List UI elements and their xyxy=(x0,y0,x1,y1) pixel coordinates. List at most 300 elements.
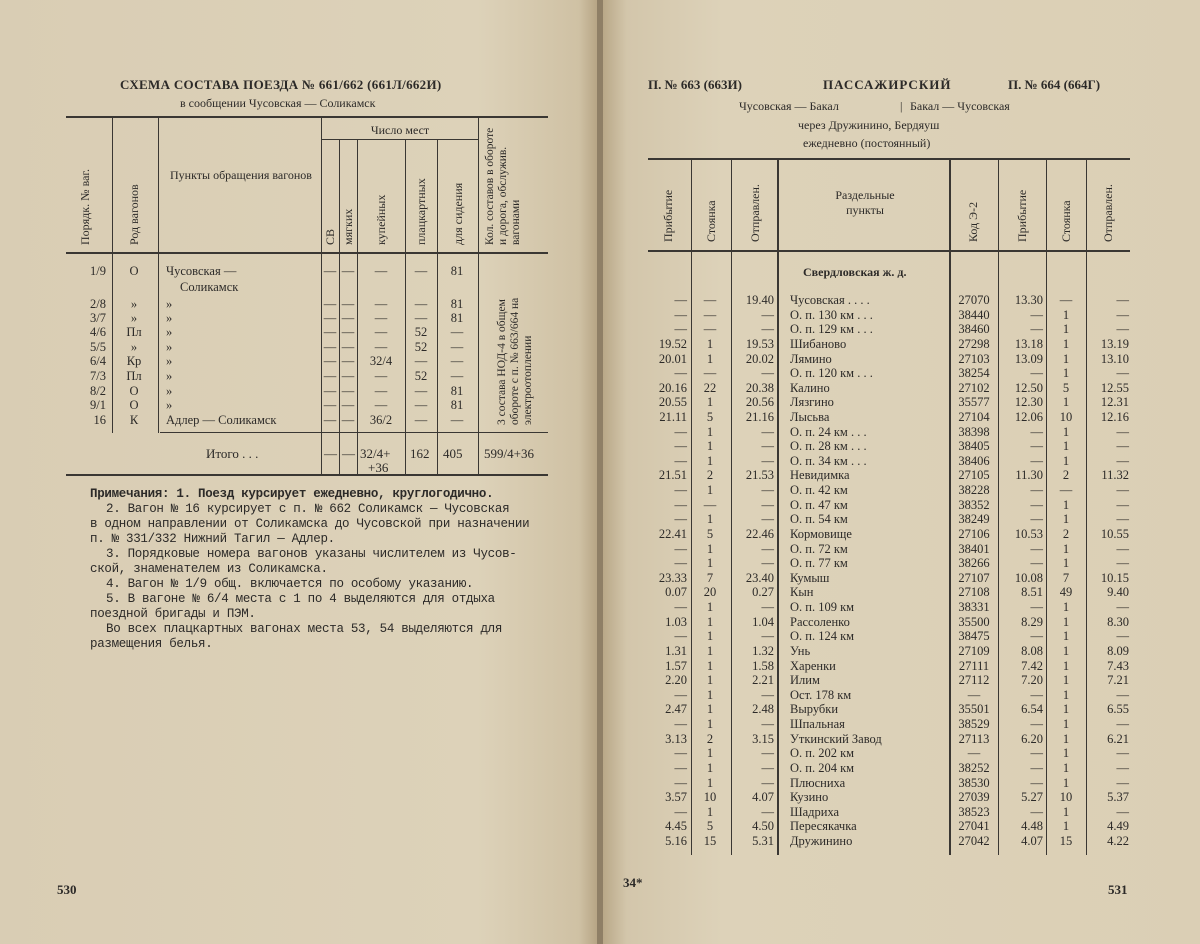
cell-s2: 7 xyxy=(1062,570,1070,585)
cell-a2: — xyxy=(1030,629,1043,644)
cell-p: О. п. 72 км xyxy=(790,541,848,556)
cell-a: 20.55 xyxy=(658,395,687,410)
cell-s: 1 xyxy=(706,453,714,468)
cell-c: 27041 xyxy=(958,819,990,834)
cell-p: Лысьва xyxy=(790,410,830,424)
cell-s2: 1 xyxy=(1062,629,1070,644)
cell-s: 1 xyxy=(706,556,714,571)
cell-d: — xyxy=(761,307,774,322)
cell-route: » xyxy=(166,297,173,311)
cell-seat: 81 xyxy=(450,264,464,278)
cell-a2: — xyxy=(1030,556,1043,571)
cell-a2: 13.09 xyxy=(1014,351,1043,366)
schedule: ежедневно (постоянный) xyxy=(803,136,931,150)
note-2-cont: в одном направлении от Соликамска до Чусовской при назначении xyxy=(90,517,530,531)
cell-p: О. п. 42 км xyxy=(790,483,848,498)
cell-c: 35577 xyxy=(958,395,990,410)
cell-c: 38331 xyxy=(958,600,990,614)
cell-s2: — xyxy=(1059,293,1073,307)
cell-soft: — xyxy=(341,369,355,383)
cell-num: 9/1 xyxy=(90,398,106,412)
cell-d: 4.07 xyxy=(752,790,774,805)
cell-p: О. п. 204 км xyxy=(790,760,855,775)
cell-d2: 12.31 xyxy=(1100,395,1129,410)
cell-d: 1.58 xyxy=(752,658,774,673)
cell-s: — xyxy=(703,497,717,512)
cell-p: Дружинино xyxy=(790,833,853,848)
cell-sv: — xyxy=(323,369,337,383)
cell-d: 2.21 xyxy=(752,673,774,688)
cell-coupe: — xyxy=(374,398,388,412)
cell-c: 35500 xyxy=(958,614,990,629)
right-page-number: 531 xyxy=(1108,882,1128,897)
cell-d: 4.50 xyxy=(752,819,774,834)
timetable-row xyxy=(603,542,1200,557)
cell-s: 1 xyxy=(706,775,714,790)
timetable-row xyxy=(603,600,1200,615)
cell-route: » xyxy=(166,398,173,412)
cell-d2: 7.21 xyxy=(1107,673,1129,688)
cell-s: 15 xyxy=(703,833,717,848)
cell-a: 3.57 xyxy=(665,790,687,805)
cell-c: — xyxy=(967,746,981,761)
cell-type: О xyxy=(129,264,139,278)
cell-s2: 1 xyxy=(1062,819,1070,834)
cell-a2: — xyxy=(1030,424,1043,439)
cell-s: 5 xyxy=(706,819,714,834)
cell-a2: 4.07 xyxy=(1021,833,1043,848)
cell-route: Соликамск xyxy=(180,280,239,294)
cell-c: 38440 xyxy=(958,307,990,322)
cell-coupe: — xyxy=(374,369,388,383)
header-stop-2: Стоянка xyxy=(1059,200,1073,242)
group-rule xyxy=(322,139,478,140)
route-via: через Дружинино, Бердяуш xyxy=(798,118,940,132)
total-label: Итого . . . xyxy=(206,446,259,461)
cell-a2: — xyxy=(1030,746,1043,761)
cell-sv: — xyxy=(323,340,337,354)
table-top-rule xyxy=(66,116,548,118)
cell-d2: — xyxy=(1116,453,1129,468)
cell-a2: 7.42 xyxy=(1021,658,1043,673)
cell-p: Чусовская . . . . xyxy=(790,293,870,307)
cell-d: — xyxy=(761,775,774,790)
cell-coupe: — xyxy=(374,297,388,311)
cell-d2: — xyxy=(1116,804,1129,819)
cell-route: » xyxy=(166,340,173,354)
note-2: 2. Вагон № 16 курсирует с п. № 662 Соликамск — Чусовская xyxy=(106,502,510,516)
cell-p: Плюсниха xyxy=(790,775,846,790)
cell-a2: 13.18 xyxy=(1014,336,1043,351)
timetable-row xyxy=(603,483,1200,498)
cell-soft: — xyxy=(341,311,355,325)
cell-p: Кумыш xyxy=(790,570,830,585)
cell-s: 2 xyxy=(706,731,714,746)
cell-d2: — xyxy=(1116,746,1129,761)
cell-route: Адлер — Соликамск xyxy=(166,413,277,427)
cell-a: — xyxy=(674,760,687,775)
header-car-type: Род вагонов xyxy=(127,184,141,245)
cell-a2: — xyxy=(1030,600,1043,614)
timetable-row xyxy=(603,512,1200,527)
cell-c: 27039 xyxy=(958,790,990,805)
cell-p: О. п. 129 км . . . xyxy=(790,322,873,337)
cell-soft: — xyxy=(341,354,355,368)
cell-d2: 4.22 xyxy=(1107,833,1129,848)
cell-p: О. п. 130 км . . . xyxy=(790,307,873,322)
cell-d2: 4.49 xyxy=(1107,819,1129,834)
header-platskart: плацкартных xyxy=(414,178,428,245)
cell-s2: 1 xyxy=(1062,307,1070,322)
cell-c: 38252 xyxy=(958,760,990,775)
cell-s2: 1 xyxy=(1062,746,1070,761)
total-sv: — xyxy=(324,446,337,461)
cell-s2: 1 xyxy=(1062,424,1070,439)
cell-num: 16 xyxy=(93,413,106,427)
cell-d2: — xyxy=(1116,687,1129,702)
cell-s2: 1 xyxy=(1062,731,1070,746)
cell-plats: — xyxy=(414,413,428,427)
cell-soft: — xyxy=(341,413,355,427)
cell-type: » xyxy=(130,311,138,325)
cell-s: — xyxy=(703,293,717,307)
cell-route: » xyxy=(166,354,173,368)
cell-route: Чусовская — xyxy=(166,264,237,278)
note-3-cont: ской, знаменателем из Соликамска. xyxy=(90,562,328,576)
cell-sv: — xyxy=(323,264,337,278)
cell-seat: 81 xyxy=(450,297,464,311)
header-route: Пункты обращения вагонов xyxy=(170,168,312,182)
cell-d: — xyxy=(761,439,774,454)
cell-p: Пересякачка xyxy=(790,819,857,834)
cell-a2: — xyxy=(1030,804,1043,819)
cell-num: 8/2 xyxy=(90,384,106,398)
header-seating: для сидения xyxy=(451,182,465,245)
timetable-row xyxy=(603,615,1200,630)
cell-d2: 7.43 xyxy=(1107,658,1129,673)
cell-c: 38406 xyxy=(958,453,990,468)
cell-d2: 9.40 xyxy=(1107,585,1129,600)
cell-c: 38523 xyxy=(958,804,990,819)
timetable-row xyxy=(603,366,1200,381)
cell-seat: — xyxy=(450,325,464,339)
timetable-row xyxy=(603,746,1200,761)
cell-p: Лямино xyxy=(790,351,832,366)
cell-s2: 1 xyxy=(1062,643,1070,658)
cell-d: — xyxy=(761,483,774,498)
cell-s2: 15 xyxy=(1059,833,1073,848)
cell-c: 38254 xyxy=(958,366,990,381)
cell-s: 1 xyxy=(706,395,714,410)
cell-s2: 10 xyxy=(1059,410,1073,424)
cell-s: 1 xyxy=(706,600,714,614)
train-number-left: П. № 663 (663И) xyxy=(648,77,742,92)
cell-d2: — xyxy=(1116,760,1129,775)
cell-s: 20 xyxy=(703,585,717,600)
total-seating: 405 xyxy=(443,446,463,461)
cell-type: Кр xyxy=(126,354,142,368)
cell-a: 0.07 xyxy=(665,585,687,600)
cell-c: 27109 xyxy=(958,643,990,658)
timetable-row xyxy=(603,644,1200,659)
cell-seat: — xyxy=(450,354,464,368)
cell-a2: — xyxy=(1030,439,1043,454)
cell-a2: 11.30 xyxy=(1015,468,1043,483)
cell-a2: 10.08 xyxy=(1014,570,1043,585)
cell-a: 19.52 xyxy=(658,336,687,351)
cell-d2: — xyxy=(1116,629,1129,644)
cell-d: 1.32 xyxy=(752,643,774,658)
cell-a2: — xyxy=(1030,497,1043,512)
right-table-header-rule xyxy=(648,250,1130,252)
cell-a2: — xyxy=(1030,717,1043,731)
cell-c: 38530 xyxy=(958,775,990,790)
cell-s: — xyxy=(703,307,717,322)
timetable-row xyxy=(603,395,1200,410)
cell-p: Унь xyxy=(790,643,811,658)
cell-route: » xyxy=(166,384,173,398)
cell-p: О. п. 47 км xyxy=(790,497,848,512)
cell-sv: — xyxy=(323,325,337,339)
cell-s: 1 xyxy=(706,643,714,658)
total-rule xyxy=(160,432,548,433)
cell-d: 20.38 xyxy=(745,380,774,395)
cell-plats: 52 xyxy=(414,369,428,383)
cell-a2: — xyxy=(1030,307,1043,322)
cell-s2: 1 xyxy=(1062,658,1070,673)
cell-a: — xyxy=(674,512,687,527)
cell-p: О. п. 54 км xyxy=(790,512,848,527)
cell-a: — xyxy=(674,322,687,337)
timetable-row xyxy=(603,571,1200,586)
cell-plats: 52 xyxy=(414,340,428,354)
cell-p: Уткинский Завод xyxy=(790,731,882,746)
cell-d2: — xyxy=(1116,497,1129,512)
cell-a2: 5.27 xyxy=(1021,790,1043,805)
cell-a: — xyxy=(674,483,687,498)
timetable-row xyxy=(603,673,1200,688)
cell-s: — xyxy=(703,322,717,337)
timetable-row xyxy=(603,659,1200,674)
cell-type: О xyxy=(129,398,139,412)
cell-d2: 6.21 xyxy=(1107,731,1129,746)
timetable-row xyxy=(603,585,1200,600)
cell-d2: 8.09 xyxy=(1107,643,1129,658)
header-stop: Стоянка xyxy=(704,200,718,242)
timetable-row xyxy=(603,308,1200,323)
cell-c: 38249 xyxy=(958,512,990,527)
cell-type: » xyxy=(130,297,138,311)
cell-d: — xyxy=(761,541,774,556)
cell-a: 20.01 xyxy=(658,351,687,366)
train-category: ПАССАЖИРСКИЙ xyxy=(823,77,952,92)
timetable-row xyxy=(603,702,1200,717)
cell-p: О. п. 28 км . . . xyxy=(790,439,867,454)
cell-d: 2.48 xyxy=(752,702,774,717)
cell-plats: — xyxy=(414,297,428,311)
note-5-cont: поездной бригады и ПЭМ. xyxy=(90,607,256,621)
cell-a2: — xyxy=(1030,512,1043,527)
cell-soft: — xyxy=(341,398,355,412)
cell-c: 27112 xyxy=(958,673,990,688)
header-departure: Отправлен. xyxy=(748,184,762,242)
cell-d: — xyxy=(761,600,774,614)
cell-coupe: — xyxy=(374,264,388,278)
cell-p: О. п. 24 км . . . xyxy=(790,424,867,439)
cell-d: 22.46 xyxy=(745,526,774,541)
route-right: Бакал — Чусовская xyxy=(910,99,1010,113)
cell-d: 3.15 xyxy=(752,731,774,746)
cell-num: 7/3 xyxy=(90,369,106,383)
cell-a: 1.57 xyxy=(665,658,687,673)
cell-num: 1/9 xyxy=(90,264,106,278)
left-subtitle: в сообщении Чусовская — Соликамск xyxy=(180,96,376,110)
timetable-row xyxy=(603,688,1200,703)
left-page-number: 530 xyxy=(57,882,77,897)
header-points: Раздельные пункты xyxy=(835,188,895,217)
cell-d2: 13.19 xyxy=(1100,336,1129,351)
timetable-row xyxy=(603,819,1200,834)
cell-a: — xyxy=(674,600,687,614)
cell-p: Кормовище xyxy=(790,526,852,541)
railway-section: Свердловская ж. д. xyxy=(803,265,907,279)
cell-coupe: — xyxy=(374,340,388,354)
timetable-row xyxy=(603,410,1200,425)
cell-c: 38266 xyxy=(958,556,990,571)
cell-a2: — xyxy=(1030,453,1043,468)
cell-d: — xyxy=(761,512,774,527)
cell-a: — xyxy=(674,687,687,702)
right-table-top-rule xyxy=(648,158,1130,160)
cell-d2: — xyxy=(1116,424,1129,439)
cell-coupe: 32/4 xyxy=(369,354,393,368)
cell-d2: — xyxy=(1116,293,1129,307)
cell-d2: — xyxy=(1116,556,1129,571)
route-left: Чусовская — Бакал xyxy=(739,99,839,113)
header-code: Код Э-2 xyxy=(966,201,980,242)
cell-a2: 6.20 xyxy=(1021,731,1043,746)
timetable-row xyxy=(603,498,1200,513)
cell-s: 22 xyxy=(703,380,717,395)
cell-s2: 1 xyxy=(1062,702,1070,717)
cell-c: 38460 xyxy=(958,322,990,337)
cell-d: — xyxy=(761,366,774,381)
cell-a: 22.41 xyxy=(658,526,687,541)
cell-d2: — xyxy=(1116,307,1129,322)
cell-a: 21.11 xyxy=(659,410,687,424)
cell-c: 38228 xyxy=(958,483,990,498)
route-separator: | xyxy=(900,99,903,113)
cell-a: — xyxy=(674,293,687,307)
cell-plats: — xyxy=(414,311,428,325)
cell-d2: 6.55 xyxy=(1107,702,1129,717)
cell-d: 21.53 xyxy=(745,468,774,483)
table-bottom-rule xyxy=(66,474,548,476)
cell-a: — xyxy=(674,453,687,468)
left-title: СХЕМА СОСТАВА ПОЕЗДА № 661/662 (661Л/662И) xyxy=(120,77,442,92)
cell-a: — xyxy=(674,746,687,761)
cell-route: » xyxy=(166,369,173,383)
cell-a2: 7.20 xyxy=(1021,673,1043,688)
cell-s2: 5 xyxy=(1062,380,1070,395)
cell-d2: 8.30 xyxy=(1107,614,1129,629)
cell-d: — xyxy=(761,453,774,468)
cell-a: — xyxy=(674,804,687,819)
cell-c: 27298 xyxy=(958,336,990,351)
cell-d: 19.53 xyxy=(745,336,774,351)
cell-s: 1 xyxy=(706,804,714,819)
cell-c: 35501 xyxy=(958,702,990,717)
cell-d2: — xyxy=(1116,483,1129,498)
cell-d2: — xyxy=(1116,717,1129,731)
cell-d2: 12.55 xyxy=(1100,380,1129,395)
cell-coupe: — xyxy=(374,325,388,339)
cell-coupe: 36/2 xyxy=(369,413,393,427)
cell-s2: — xyxy=(1059,483,1073,498)
timetable-row xyxy=(603,805,1200,820)
cell-d2: 13.10 xyxy=(1100,351,1129,366)
cell-seat: 81 xyxy=(450,384,464,398)
cell-s: 5 xyxy=(706,410,714,424)
note-4: 4. Вагон № 1/9 общ. включается по особому указанию. xyxy=(106,577,474,591)
cell-d: 21.16 xyxy=(745,410,774,424)
cell-d: — xyxy=(761,322,774,337)
cell-d: — xyxy=(761,497,774,512)
timetable-row xyxy=(603,454,1200,469)
note-6: Во всех плацкартных вагонах места 53, 54 выделяются для xyxy=(106,622,503,636)
cell-d: 20.56 xyxy=(745,395,774,410)
cell-d2: — xyxy=(1116,600,1129,614)
cell-a2: 6.54 xyxy=(1021,702,1043,717)
cell-d2: 5.37 xyxy=(1107,790,1129,805)
cell-d: 20.02 xyxy=(745,351,774,366)
header-seat-count: Число мест xyxy=(370,123,430,137)
cell-s2: 1 xyxy=(1062,497,1070,512)
train-number-right: П. № 664 (664Г) xyxy=(1008,77,1101,92)
cell-s2: 2 xyxy=(1062,526,1070,541)
signature-mark: 34* xyxy=(623,875,643,890)
cell-a: 3.13 xyxy=(665,731,687,746)
cell-a2: 10.53 xyxy=(1014,526,1043,541)
cell-a2: 8.51 xyxy=(1021,585,1043,600)
cell-type: » xyxy=(130,340,138,354)
cell-type: Пл xyxy=(126,369,142,383)
cell-a: — xyxy=(674,541,687,556)
cell-s: 1 xyxy=(706,614,714,629)
cell-a: 5.16 xyxy=(665,833,687,848)
cell-p: Лязгино xyxy=(790,395,834,410)
timetable-row xyxy=(603,439,1200,454)
cell-s: — xyxy=(703,366,717,381)
cell-a2: — xyxy=(1030,541,1043,556)
cell-a2: 4.48 xyxy=(1021,819,1043,834)
cell-s2: 1 xyxy=(1062,775,1070,790)
cell-seat: — xyxy=(450,369,464,383)
cell-s2: 1 xyxy=(1062,760,1070,775)
cell-a2: — xyxy=(1030,760,1043,775)
cell-a2: 12.50 xyxy=(1014,380,1043,395)
cell-a2: 8.29 xyxy=(1021,614,1043,629)
table-header-rule xyxy=(66,252,548,254)
cell-d2: 10.15 xyxy=(1100,570,1129,585)
cell-s2: 1 xyxy=(1062,322,1070,337)
cell-p: Шпальная xyxy=(790,717,845,731)
cell-s: 1 xyxy=(706,439,714,454)
cell-a: — xyxy=(674,307,687,322)
cell-type: К xyxy=(129,413,139,427)
cell-s: 1 xyxy=(706,687,714,702)
cell-a2: — xyxy=(1030,366,1043,381)
